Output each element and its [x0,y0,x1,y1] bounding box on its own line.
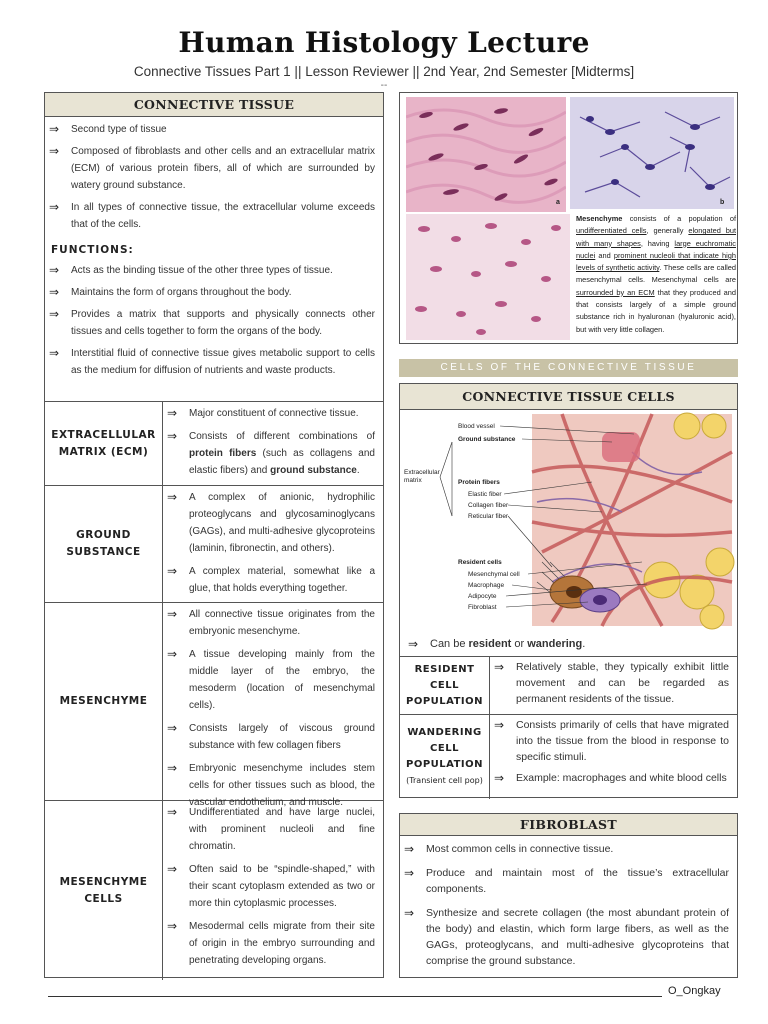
mes-cells-bullet-1: ⇒ Undifferentiated and have large nuclei, with prominent nucleoli and fine chromatin. [163,804,375,855]
label-adipocyte: Adipocyte [468,593,497,600]
mesenchyme-caption: Mesenchyme consists of a population of undifferentiated cells, generally elongated but with many shapes, having large euchromatic nuclei and prominent nucleoli that indicate high levels of synthetic activity. These cells are called mesenchymal cells. Mesenchymal cells are surrounded by an ECM that they produced and that consists largely of a simple ground substance rich in hyaluronan (hyaluronic acid), but with very little collagen. [576,214,737,334]
label-resident-cells: Resident cells [458,559,502,566]
ground-bullet-2: ⇒ A complex material, somewhat like a glue, that holds everything together. [163,563,375,597]
connective-tissue-panel [44,92,384,978]
fibroblast-bullet-2: ⇒ Produce and maintain most of the tissue’s extracellular components. [400,865,729,897]
label-macrophage: Macrophage [468,582,505,589]
ecm-label: EXTRACELLULAR MATRIX (ECM) [45,402,163,485]
mesenchyme-bullet-1: ⇒ All connective tissue originates from the embryonic mesenchyme. [163,606,375,640]
label-fibroblast: Fibroblast [468,604,497,611]
connective-tissue-diagram [402,412,735,630]
footer-author: O_Ongkay [668,985,721,997]
ct-bullet-2: ⇒ Composed of fibroblasts and other cells and an extracellular matrix (ECM) of various protein fibers, all of which are surrounded by watery ground substance. [45,143,375,194]
fibroblast-bullet-3: ⇒ Synthesize and secrete collagen (the most abundant protein of the body) and elastin, which form large fibers, as well as the GAGs, proteoglycans, and multi-adhesive glycoproteins that comprise the ground substance. [400,905,729,969]
connective-tissue-heading: CONNECTIVE TISSUE [45,93,383,117]
label-reticular-fiber: Reticular fiber [468,513,509,520]
connective-tissue-body [45,117,383,379]
ct-bullet-3: ⇒ In all types of connective tissue, the extracellular volume exceeds that of the cells. [45,199,375,233]
label-elastic-fiber: Elastic fiber [468,491,502,498]
can-be-line: ⇒ Can be resident or wandering. [404,636,593,653]
label-ground-substance: Ground substance [458,436,516,443]
label-mesenchymal-cell: Mesenchymal cell [468,571,520,578]
micrograph-c [406,214,570,340]
micrograph-a [406,97,566,212]
label-collagen-fiber: Collagen fiber [468,502,509,509]
mesenchyme-cells-row [45,801,383,980]
ct-bullet-1: ⇒ Second type of tissue [45,121,375,138]
mesenchyme-bullet-3: ⇒ Consists largely of viscous ground substance with few collagen fibers [163,720,375,754]
resident-text: ⇒ Relatively stable, they typically exhibit little movement and can be regarded as permanent residents of the tissue. [490,659,729,707]
micrograph-b-label: b [720,199,725,206]
mesenchyme-micrograph-panel [399,92,738,344]
ecm-bullet-2: ⇒ Consists of different combinations of protein fibers (such as collagens and elastic fibers) and ground substance. [163,428,375,479]
micrograph-a-label: a [556,199,560,206]
mesenchyme-row [45,603,383,808]
wandering-label: WANDERING CELL POPULATION (Transient cell pop) [400,715,490,799]
functions-label: FUNCTIONS: [51,244,134,256]
fibroblast-panel [399,813,738,978]
label-ecm-2: matrix [404,477,422,484]
ecm-grid [45,401,383,979]
wandering-row [400,715,737,799]
mesenchyme-bullet-2: ⇒ A tissue developing mainly from the middle layer of the embryo, the mesoderm (location of mesenchymal cells). [163,646,375,714]
cells-heading: CONNECTIVE TISSUE CELLS [400,384,737,410]
page-subtitle: Connective Tissues Part 1 || Lesson Reviewer || 2nd Year, 2nd Semester [Midterms] [133,64,635,79]
function-item-1: ⇒ Acts as the binding tissue of the other three types of tissue. [45,262,375,279]
ground-substance-row [45,486,383,603]
subtitle-divider: -- [380,80,388,91]
page-title: Human Histology Lecture [178,26,590,59]
wandering-sublabel: (Transient cell pop) [406,776,483,785]
label-ecm-1: Extracellular [404,469,440,476]
cells-banner: CELLS OF THE CONNECTIVE TISSUE [399,359,738,377]
wandering-bullet-1: ⇒ Consists primarily of cells that have migrated into the tissue from the blood in response to specific stimuli. [490,717,729,765]
fibroblast-bullet-1: ⇒ Most common cells in connective tissue. [400,841,729,857]
mes-cells-bullet-3: ⇒ Mesodermal cells migrate from their site of origin in the embryo surrounding and penetrating developing organs. [163,918,375,969]
mesenchyme-cells-label: MESENCHYME CELLS [45,801,163,980]
ecm-bullet-1: ⇒ Major constituent of connective tissue. [163,405,375,422]
ground-bullet-1: ⇒ A complex of anionic, hydrophilic proteoglycans and glycosaminoglycans (GAGs), and multi-adhesive glycoproteins (laminin, fibronectin, and others). [163,489,375,557]
mesenchyme-label: MESENCHYME [45,603,163,800]
cell-population-grid [400,656,737,798]
mes-cells-bullet-2: ⇒ Often said to be “spindle-shaped,” with their scant cytoplasm extended as two or more thin cytoplasmic processes. [163,861,375,912]
micrograph-b [570,97,734,209]
footer-rule [48,996,662,997]
resident-row [400,657,737,715]
resident-label: RESIDENT CELL POPULATION [400,657,490,714]
ecm-row [45,402,383,486]
connective-tissue-cells-panel [399,383,738,798]
label-protein-fibers: Protein fibers [458,479,500,486]
wandering-bullet-2: ⇒ Example: macrophages and white blood cells [490,770,729,786]
function-item-3: ⇒ Provides a matrix that supports and physically connects other tissues and cells together to form the organs of the body. [45,306,375,340]
label-blood-vessel: Blood vessel [458,423,495,430]
function-item-4: ⇒ Interstitial fluid of connective tissue gives metabolic support to cells as the medium for diffusion of nutrients and waste products. [45,345,375,379]
ground-substance-label: GROUND SUBSTANCE [45,486,163,602]
function-item-2: ⇒ Maintains the form of organs throughout the body. [45,284,375,301]
fibroblast-heading: FIBROBLAST [400,814,737,836]
mesenchyme-bullet-4: ⇒ Embryonic mesenchyme includes stem cells for other tissues such as blood, the vascular endothelium, and muscle. [163,760,375,811]
